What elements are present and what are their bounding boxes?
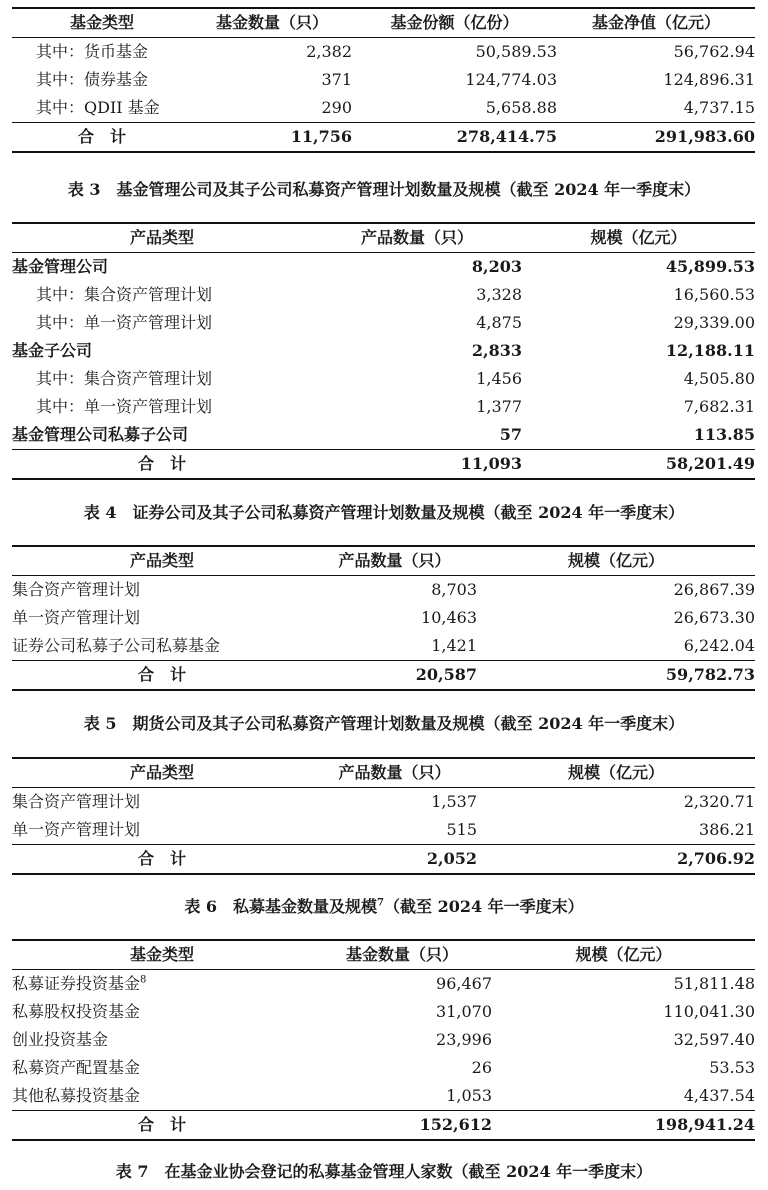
total-label: 合 计 xyxy=(12,661,312,691)
row-count: 8,703 xyxy=(431,580,477,599)
row-scale: 4,437.54 xyxy=(683,1086,755,1105)
table6 xyxy=(12,939,755,1141)
row-nav: 56,762.94 xyxy=(673,42,755,61)
row-count: 1,377 xyxy=(476,397,522,416)
total-shares: 278,414.75 xyxy=(352,123,557,153)
table-row xyxy=(12,38,755,67)
header-product-count: 产品数量（只） xyxy=(312,223,522,253)
table-row xyxy=(12,816,755,845)
total-row xyxy=(12,1111,755,1141)
row-shares: 50,589.53 xyxy=(475,42,557,61)
row-shares: 124,774.03 xyxy=(465,70,557,89)
row-label: 其中：单一资产管理计划 xyxy=(36,397,213,416)
row-label: 其他私募投资基金 xyxy=(12,1086,141,1105)
total-count: 11,756 xyxy=(192,123,352,153)
total-row xyxy=(12,845,755,875)
row-scale: 113.85 xyxy=(693,425,755,444)
row-count: 515 xyxy=(446,820,477,839)
row-scale: 26,673.30 xyxy=(673,608,755,627)
row-count: 23,996 xyxy=(436,1030,492,1049)
row-count: 10,463 xyxy=(421,608,477,627)
row-label: 基金管理公司私募子公司 xyxy=(12,425,189,444)
table-row xyxy=(12,1054,755,1082)
header-product-count: 产品数量（只） xyxy=(312,758,477,788)
header-product-type: 产品类型 xyxy=(12,223,312,253)
table-row xyxy=(12,66,755,94)
row-count: 26 xyxy=(471,1058,492,1077)
total-count: 20,587 xyxy=(312,661,477,691)
header-fund-count: 基金数量（只） xyxy=(312,940,492,970)
row-nav: 4,737.15 xyxy=(683,98,755,117)
table-row xyxy=(12,253,755,282)
total-scale: 58,201.49 xyxy=(522,450,755,480)
row-label-text: 私募证券投资基金 xyxy=(12,974,141,993)
header-scale: 规模（亿元） xyxy=(522,223,755,253)
row-label: 私募股权投资基金 xyxy=(12,1002,141,1021)
header-scale: 规模（亿元） xyxy=(492,940,755,970)
table-row xyxy=(12,393,755,421)
header-fund-type: 基金类型 xyxy=(12,8,192,38)
header-product-type: 产品类型 xyxy=(12,758,312,788)
row-label xyxy=(12,970,312,999)
row-scale: 51,811.48 xyxy=(673,974,755,993)
total-count: 2,052 xyxy=(312,845,477,875)
total-label: 合 计 xyxy=(12,450,312,480)
header-product-count: 产品数量（只） xyxy=(312,546,477,576)
table4 xyxy=(12,545,755,691)
row-scale: 4,505.80 xyxy=(683,369,755,388)
header-fund-shares: 基金份额（亿份） xyxy=(352,8,557,38)
row-count: 1,053 xyxy=(446,1086,492,1105)
row-scale: 7,682.31 xyxy=(683,397,755,416)
row-label: 其中：债券基金 xyxy=(36,70,149,89)
total-count: 11,093 xyxy=(312,450,522,480)
header-fund-type: 基金类型 xyxy=(12,940,312,970)
table-row xyxy=(12,421,755,450)
table6-caption-tail: （截至 2024 年一季度末） xyxy=(384,897,584,916)
row-label: 证券公司私募子公司私募基金 xyxy=(12,636,221,655)
total-scale: 198,941.24 xyxy=(492,1111,755,1141)
row-label: 其中：单一资产管理计划 xyxy=(36,313,213,332)
row-label: 其中：集合资产管理计划 xyxy=(36,285,213,304)
row-count: 4,875 xyxy=(476,313,522,332)
fund-type-table xyxy=(12,7,755,153)
footnote-marker: 8 xyxy=(140,974,147,986)
table7-caption: 表 7 在基金业协会登记的私募基金管理人家数（截至 2024 年一季度末） xyxy=(115,1162,653,1181)
total-scale: 59,782.73 xyxy=(477,661,755,691)
row-count: 8,203 xyxy=(471,257,522,276)
row-scale: 26,867.39 xyxy=(673,580,755,599)
row-label: 单一资产管理计划 xyxy=(12,820,141,839)
total-row xyxy=(12,450,755,480)
row-scale: 2,320.71 xyxy=(683,792,755,811)
table-row xyxy=(12,576,755,605)
table-row xyxy=(12,998,755,1026)
row-nav: 124,896.31 xyxy=(663,70,755,89)
total-row xyxy=(12,661,755,691)
table-row xyxy=(12,632,755,661)
row-label: 单一资产管理计划 xyxy=(12,608,141,627)
table-row xyxy=(12,309,755,337)
row-label: 集合资产管理计划 xyxy=(12,580,141,599)
table-row xyxy=(12,1026,755,1054)
table-row xyxy=(12,281,755,309)
row-scale: 32,597.40 xyxy=(673,1030,755,1049)
table3-caption: 表 3 基金管理公司及其子公司私募资产管理计划数量及规模（截至 2024 年一季度末） xyxy=(67,180,701,199)
footnote-marker: 7 xyxy=(377,897,384,909)
total-label: 合 计 xyxy=(12,123,192,153)
row-count: 2,382 xyxy=(306,42,352,61)
total-count: 152,612 xyxy=(312,1111,492,1141)
row-scale: 386.21 xyxy=(699,820,755,839)
row-count: 1,421 xyxy=(431,636,477,655)
table-row xyxy=(12,788,755,817)
header-scale: 规模（亿元） xyxy=(477,758,755,788)
row-label: 集合资产管理计划 xyxy=(12,792,141,811)
row-count: 3,328 xyxy=(476,285,522,304)
table-row xyxy=(12,1082,755,1111)
table3 xyxy=(12,222,755,480)
header-scale: 规模（亿元） xyxy=(477,546,755,576)
row-count: 2,833 xyxy=(471,341,522,360)
header-product-type: 产品类型 xyxy=(12,546,312,576)
table-row xyxy=(12,604,755,632)
row-count: 96,467 xyxy=(436,974,492,993)
row-scale: 29,339.00 xyxy=(673,313,755,332)
table5-caption: 表 5 期货公司及其子公司私募资产管理计划数量及规模（截至 2024 年一季度末） xyxy=(83,714,685,733)
table6-caption xyxy=(0,893,768,921)
header-fund-count: 基金数量（只） xyxy=(192,8,352,38)
row-count: 371 xyxy=(321,70,352,89)
table-row xyxy=(12,970,755,999)
row-label: 私募资产配置基金 xyxy=(12,1058,141,1077)
row-label: 其中：货币基金 xyxy=(36,42,149,61)
table6-caption-main: 表 6 私募基金数量及规模 xyxy=(184,897,378,916)
total-label: 合 计 xyxy=(12,1111,312,1141)
row-count: 290 xyxy=(321,98,352,117)
row-shares: 5,658.88 xyxy=(485,98,557,117)
row-count: 57 xyxy=(499,425,522,444)
total-nav: 291,983.60 xyxy=(557,123,755,153)
row-scale: 6,242.04 xyxy=(683,636,755,655)
row-label: 其中：集合资产管理计划 xyxy=(36,369,213,388)
total-row xyxy=(12,123,755,153)
total-label: 合 计 xyxy=(12,845,312,875)
row-count: 1,456 xyxy=(476,369,522,388)
row-scale: 110,041.30 xyxy=(663,1002,755,1021)
row-count: 31,070 xyxy=(436,1002,492,1021)
row-label: 创业投资基金 xyxy=(12,1030,109,1049)
total-scale: 2,706.92 xyxy=(477,845,755,875)
row-label: 基金管理公司 xyxy=(12,257,109,276)
table-row xyxy=(12,94,755,123)
row-count: 1,537 xyxy=(431,792,477,811)
header-fund-nav: 基金净值（亿元） xyxy=(557,8,755,38)
row-scale: 12,188.11 xyxy=(665,341,755,360)
table-row xyxy=(12,337,755,365)
row-scale: 16,560.53 xyxy=(673,285,755,304)
table-row xyxy=(12,365,755,393)
row-label: 其中：QDII 基金 xyxy=(36,98,160,117)
table5 xyxy=(12,757,755,875)
row-scale: 45,899.53 xyxy=(665,257,755,276)
row-scale: 53.53 xyxy=(709,1058,755,1077)
table4-caption: 表 4 证券公司及其子公司私募资产管理计划数量及规模（截至 2024 年一季度末） xyxy=(83,503,685,522)
row-label: 基金子公司 xyxy=(12,341,93,360)
